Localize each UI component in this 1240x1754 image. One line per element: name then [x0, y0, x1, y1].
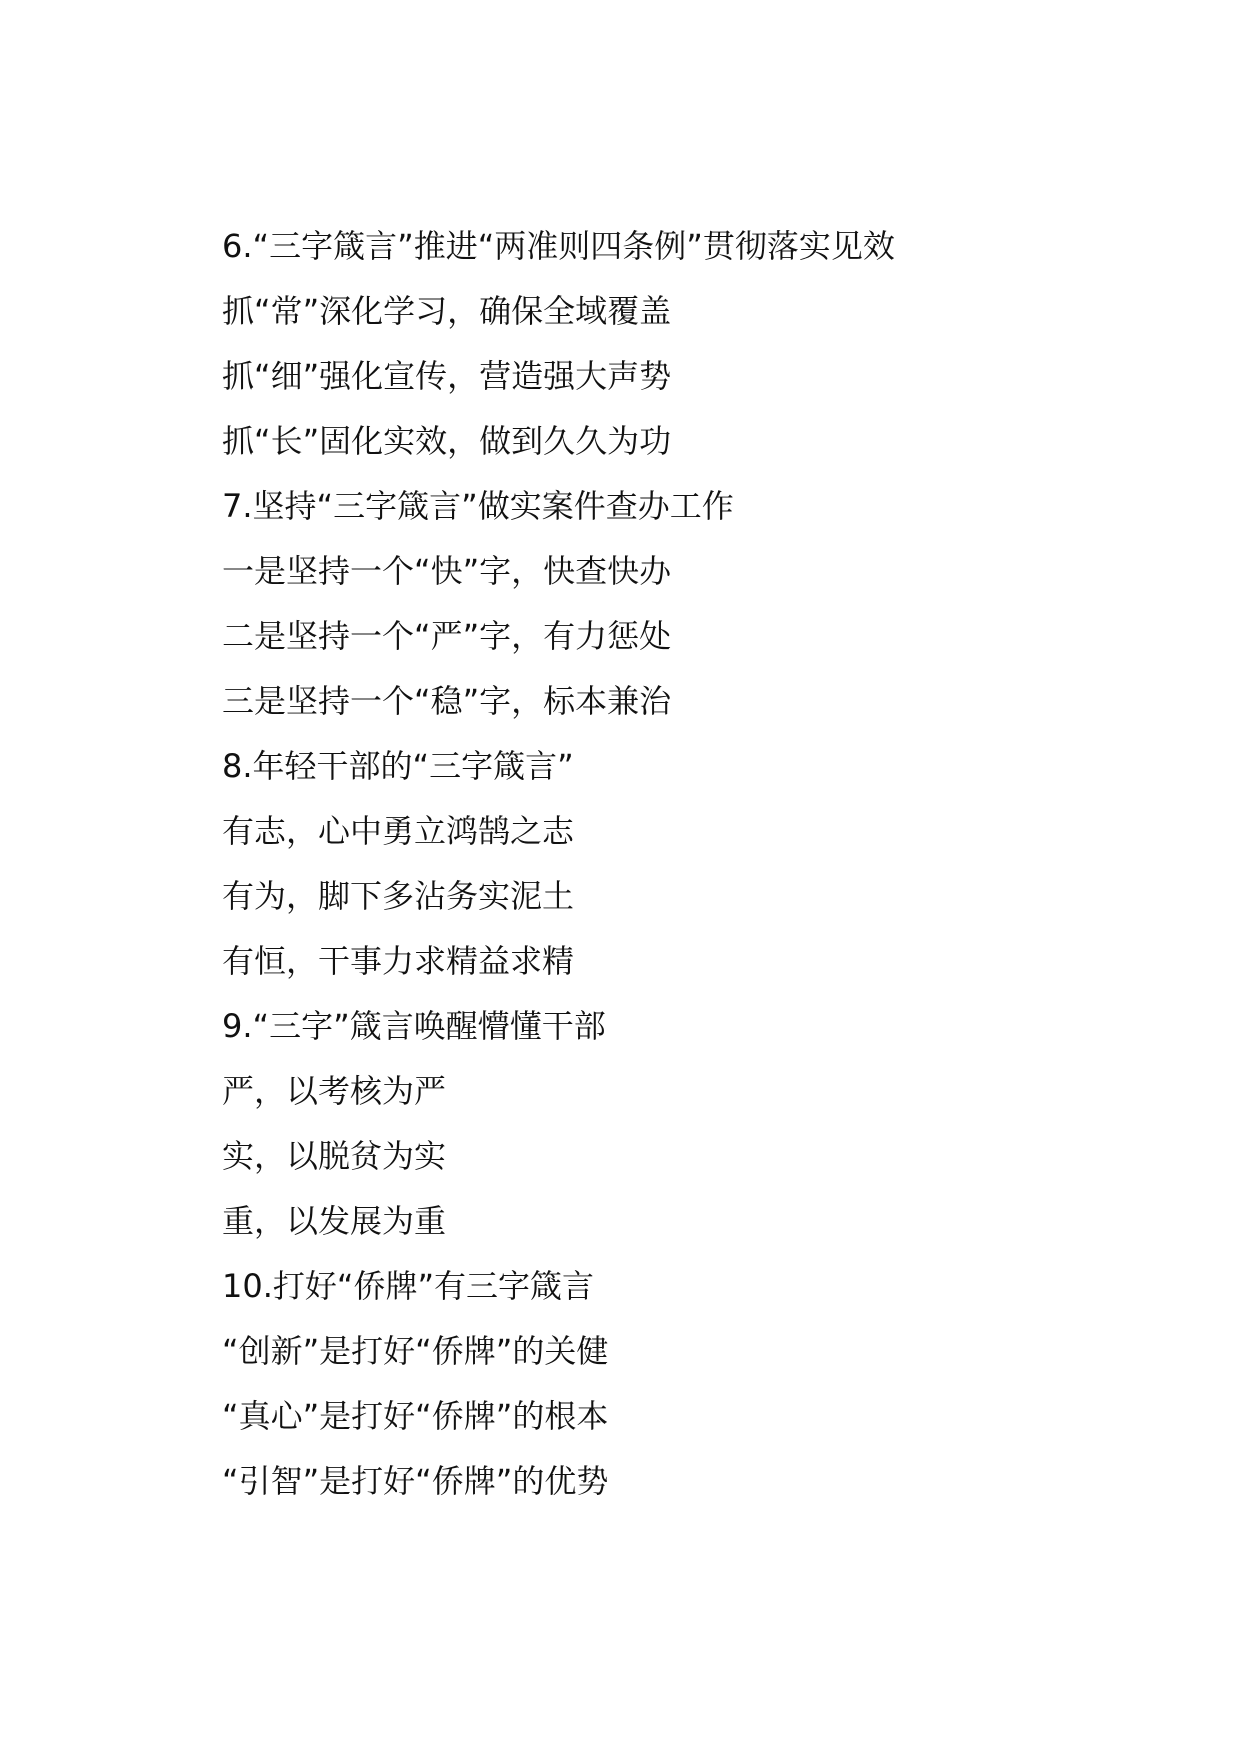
- heading-item-6: 6.“三字箴言”推进“两准则四条例”贯彻落实见效: [222, 227, 895, 265]
- body-line: 抓“细”强化宣传，营造强大声势: [222, 357, 672, 395]
- body-line: 三是坚持一个“稳”字，标本兼治: [222, 682, 672, 720]
- heading-item-7: 7.坚持“三字箴言”做实案件查办工作: [222, 487, 734, 525]
- body-line: 有志，心中勇立鸿鹄之志: [222, 812, 575, 850]
- body-line: 二是坚持一个“严”字，有力惩处: [222, 617, 672, 655]
- heading-item-9: 9.“三字”箴言唤醒懵懂干部: [222, 1007, 606, 1045]
- document-body: [222, 218, 1182, 1518]
- heading-item-8: 8.年轻干部的“三字箴言”: [222, 747, 574, 785]
- body-line: 严，以考核为严: [222, 1072, 447, 1110]
- body-line: 实，以脱贫为实: [222, 1137, 447, 1175]
- body-line: 有恒，干事力求精益求精: [222, 942, 575, 980]
- body-line: “引智”是打好“侨牌”的优势: [222, 1462, 609, 1500]
- body-line: “创新”是打好“侨牌”的关健: [222, 1332, 609, 1370]
- body-line: 有为，脚下多沾务实泥土: [222, 877, 575, 915]
- heading-item-10: 10.打好“侨牌”有三字箴言: [222, 1267, 595, 1305]
- body-line: 抓“长”固化实效，做到久久为功: [222, 422, 672, 460]
- body-line: “真心”是打好“侨牌”的根本: [222, 1397, 609, 1435]
- body-line: 一是坚持一个“快”字，快查快办: [222, 552, 672, 590]
- body-line: 抓“常”深化学习，确保全域覆盖: [222, 292, 672, 330]
- body-line: 重，以发展为重: [222, 1202, 447, 1240]
